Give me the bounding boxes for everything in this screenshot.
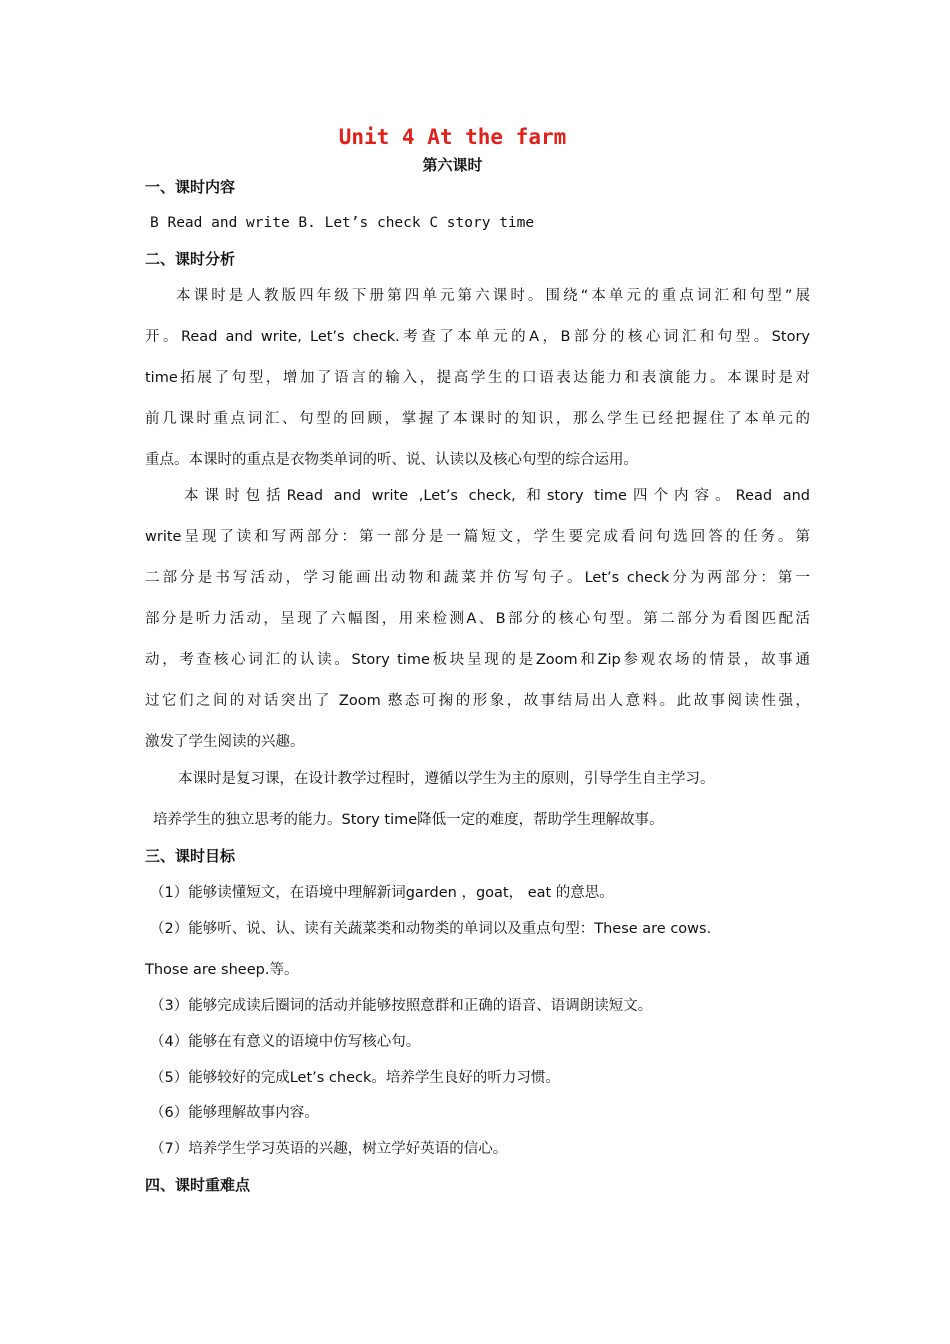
document-title: Unit 4 At the farm bbox=[338, 125, 567, 149]
objective-item: （6）能够理解故事内容。 bbox=[150, 1105, 319, 1121]
analysis-line: 本课时是复习课，在设计教学过程时，遵循以学生为主的原则，引导学生自主学习。 bbox=[178, 771, 715, 787]
objective-item: （2）能够听、说、认、读有关蔬菜类和动物类的单词以及重点句型：These are cows. bbox=[150, 921, 712, 937]
analysis-line: 开。Read and write, Let’s check.考查了本单元的A，B部分的核心词汇和句型。Story bbox=[145, 329, 810, 345]
section-heading-content: 一、课时内容 bbox=[145, 178, 236, 196]
analysis-line: 部分是听力活动，呈现了六幅图，用来检测A、B部分的核心句型。第二部分为看图匹配活 bbox=[145, 611, 810, 627]
analysis-line: 激发了学生阅读的兴趣。 bbox=[145, 734, 305, 750]
analysis-line: 过它们之间的对话突出了 Zoom 憨态可掬的形象，故事结局出人意料。此故事阅读性强， bbox=[145, 693, 810, 709]
document-subtitle: 第六课时 bbox=[422, 156, 483, 174]
section-content-text: B Read and write B. Let’s check C story time bbox=[150, 215, 535, 231]
analysis-line: 本课时是人教版四年级下册第四单元第六课时。围绕“本单元的重点词汇和句型”展 bbox=[176, 288, 810, 304]
analysis-line: 前几课时重点词汇、句型的回顾，掌握了本课时的知识，那么学生已经把握住了本单元的 bbox=[145, 411, 810, 427]
section-heading-key-points: 四、课时重难点 bbox=[145, 1176, 251, 1194]
objective-item: （7）培养学生学习英语的兴趣，树立学好英语的信心。 bbox=[150, 1141, 508, 1157]
analysis-line: write呈现了读和写两部分：第一部分是一篇短文，学生要完成看问句选回答的任务。第 bbox=[145, 529, 810, 545]
objective-item: （4）能够在有意义的语境中仿写核心句。 bbox=[150, 1034, 421, 1050]
analysis-line: 二部分是书写活动，学习能画出动物和蔬菜并仿写句子。Let’s check分为两部分：第一 bbox=[145, 570, 810, 586]
section-heading-analysis: 二、课时分析 bbox=[145, 250, 236, 268]
analysis-line: time拓展了句型，增加了语言的输入，提高学生的口语表达能力和表演能力。本课时是对 bbox=[145, 370, 810, 386]
objective-item: （5）能够较好的完成Let’s check。培养学生良好的听力习惯。 bbox=[150, 1070, 560, 1086]
objective-item: （3）能够完成读后圈词的活动并能够按照意群和正确的语音、语调朗读短文。 bbox=[150, 998, 653, 1014]
analysis-line: 动，考查核心词汇的认读。Story time板块呈现的是Zoom和Zip参观农场的情景，故事通 bbox=[145, 652, 810, 668]
objective-item: （1）能够读懂短文，在语境中理解新词garden ，goat， eat 的意思。 bbox=[150, 885, 614, 901]
analysis-line: 培养学生的独立思考的能力。Story time降低一定的难度，帮助学生理解故事。 bbox=[153, 812, 664, 828]
section-heading-objectives: 三、课时目标 bbox=[145, 847, 236, 865]
objective-item: Those are sheep.等。 bbox=[145, 962, 299, 978]
analysis-line: 重点。本课时的重点是衣物类单词的听、说、认读以及核心句型的综合运用。 bbox=[145, 452, 638, 468]
analysis-line: 本课时包括Read and write ,Let’s check, 和story time四个内容。Read and bbox=[184, 488, 810, 504]
